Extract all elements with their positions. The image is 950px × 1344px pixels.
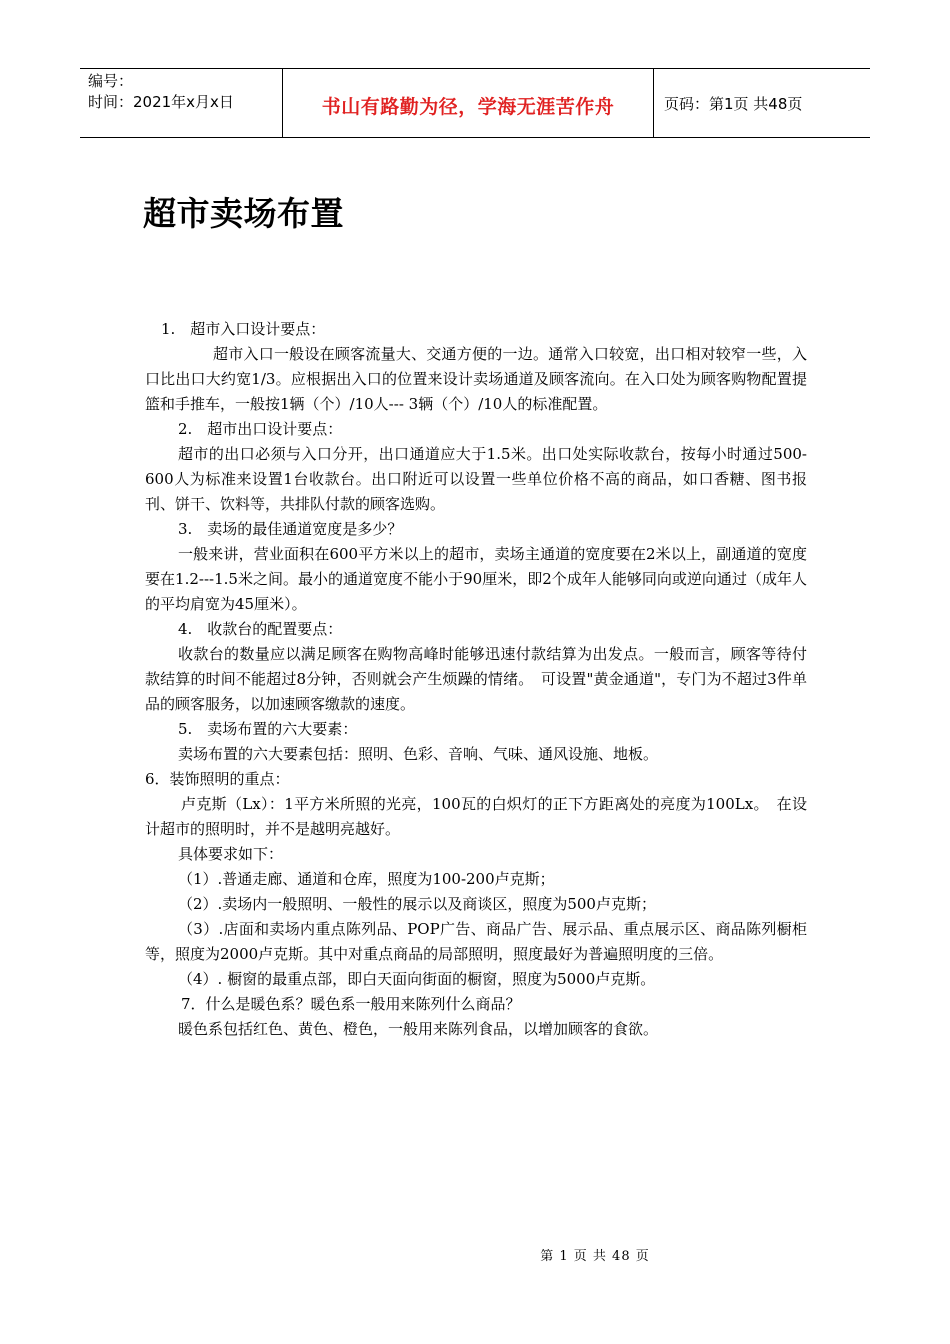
heading-1: 1. 超市入口设计要点： bbox=[161, 320, 326, 338]
document-body bbox=[145, 317, 807, 1042]
paragraph: 具体要求如下： bbox=[178, 845, 284, 863]
heading-3: 3. 卖场的最佳通道宽度是多少？ bbox=[178, 520, 403, 538]
page-info: 页码：第1页 共48页 bbox=[664, 94, 803, 113]
heading-4: 4. 收款台的配置要点： bbox=[178, 620, 343, 638]
paragraph: 卢克斯（Lx）：1平方米所照的光亮，100瓦的白炽灯的正下方距离处的亮度为100Lx。 在设计超市的照明时，并不是越明亮越好。 bbox=[145, 795, 807, 838]
header-meta bbox=[80, 69, 282, 137]
page-footer: 第 1 页 共 48 页 bbox=[540, 1249, 650, 1264]
paragraph: 收款台的数量应以满足顾客在购物高峰时能够迅速付款结算为出发点。一般而言，顾客等待付款结算的时间不能超过8分钟，否则就会产生烦躁的情绪。 可设置"黄金通道"，专门为不超过3件单品的顾客服务，以加速顾客缴款的速度。 bbox=[145, 645, 807, 713]
header-page-cell bbox=[654, 69, 870, 137]
motto: 书山有路勤为径，学海无涯苦作舟 bbox=[321, 95, 615, 118]
list-item: （1）.普通走廊、通道和仓库，照度为100-200卢克斯； bbox=[178, 870, 555, 888]
list-item: （2）.卖场内一般照明、一般性的展示以及商谈区，照度为500卢克斯； bbox=[178, 895, 656, 913]
document-title: 超市卖场布置 bbox=[143, 194, 344, 233]
paragraph: 超市入口一般设在顾客流量大、交通方便的一边。通常入口较宽，出口相对较窄一些，入口比出口大约宽1/3。应根据出入口的位置来设计卖场通道及顾客流向。在入口处为顾客购物配置提篮和手推车，一般按1辆（个）/10人--- 3辆（个）/10人的标准配置。 bbox=[145, 345, 807, 413]
heading-6: 6．装饰照明的重点： bbox=[145, 770, 290, 788]
paragraph: 卖场布置的六大要素包括：照明、色彩、音响、气味、通风设施、地板。 bbox=[178, 745, 659, 763]
heading-5: 5. 卖场布置的六大要素： bbox=[178, 720, 358, 738]
page-header bbox=[80, 68, 870, 138]
paragraph: 超市的出口必须与入口分开，出口通道应大于1.5米。出口处实际收款台，按每小时通过500-600人为标准来设置1台收款台。出口附近可以设置一些单位价格不高的商品，如口香糖、图书报刊、饼干、饮料等，共排队付款的顾客选购。 bbox=[145, 445, 807, 513]
number-label: 编号： bbox=[88, 72, 134, 90]
list-item: （4）. 橱窗的最重点部，即白天面向街面的橱窗，照度为5000卢克斯。 bbox=[178, 970, 656, 988]
heading-2: 2. 超市出口设计要点： bbox=[178, 420, 343, 438]
list-item: （3）.店面和卖场内重点陈列品、POP广告、商品广告、展示品、重点展示区、商品陈列橱柜等，照度为2000卢克斯。其中对重点商品的局部照明，照度最好为普遍照明度的三倍。 bbox=[145, 920, 807, 963]
time-label: 时间：2021年x月x日 bbox=[88, 93, 234, 111]
header-motto-cell bbox=[282, 69, 654, 137]
paragraph: 暖色系包括红色、黄色、橙色，一般用来陈列食品，以增加顾客的食欲。 bbox=[178, 1020, 659, 1038]
paragraph: 一般来讲，营业面积在600平方米以上的超市，卖场主通道的宽度要在2米以上，副通道的宽度要在1.2---1.5米之间。最小的通道宽度不能小于90厘米，即2个成年人能够同向或逆向通过（成年人的平均肩宽为45厘米）。 bbox=[145, 545, 807, 613]
heading-7: 7．什么是暖色系？暖色系一般用来陈列什么商品？ bbox=[181, 995, 521, 1013]
